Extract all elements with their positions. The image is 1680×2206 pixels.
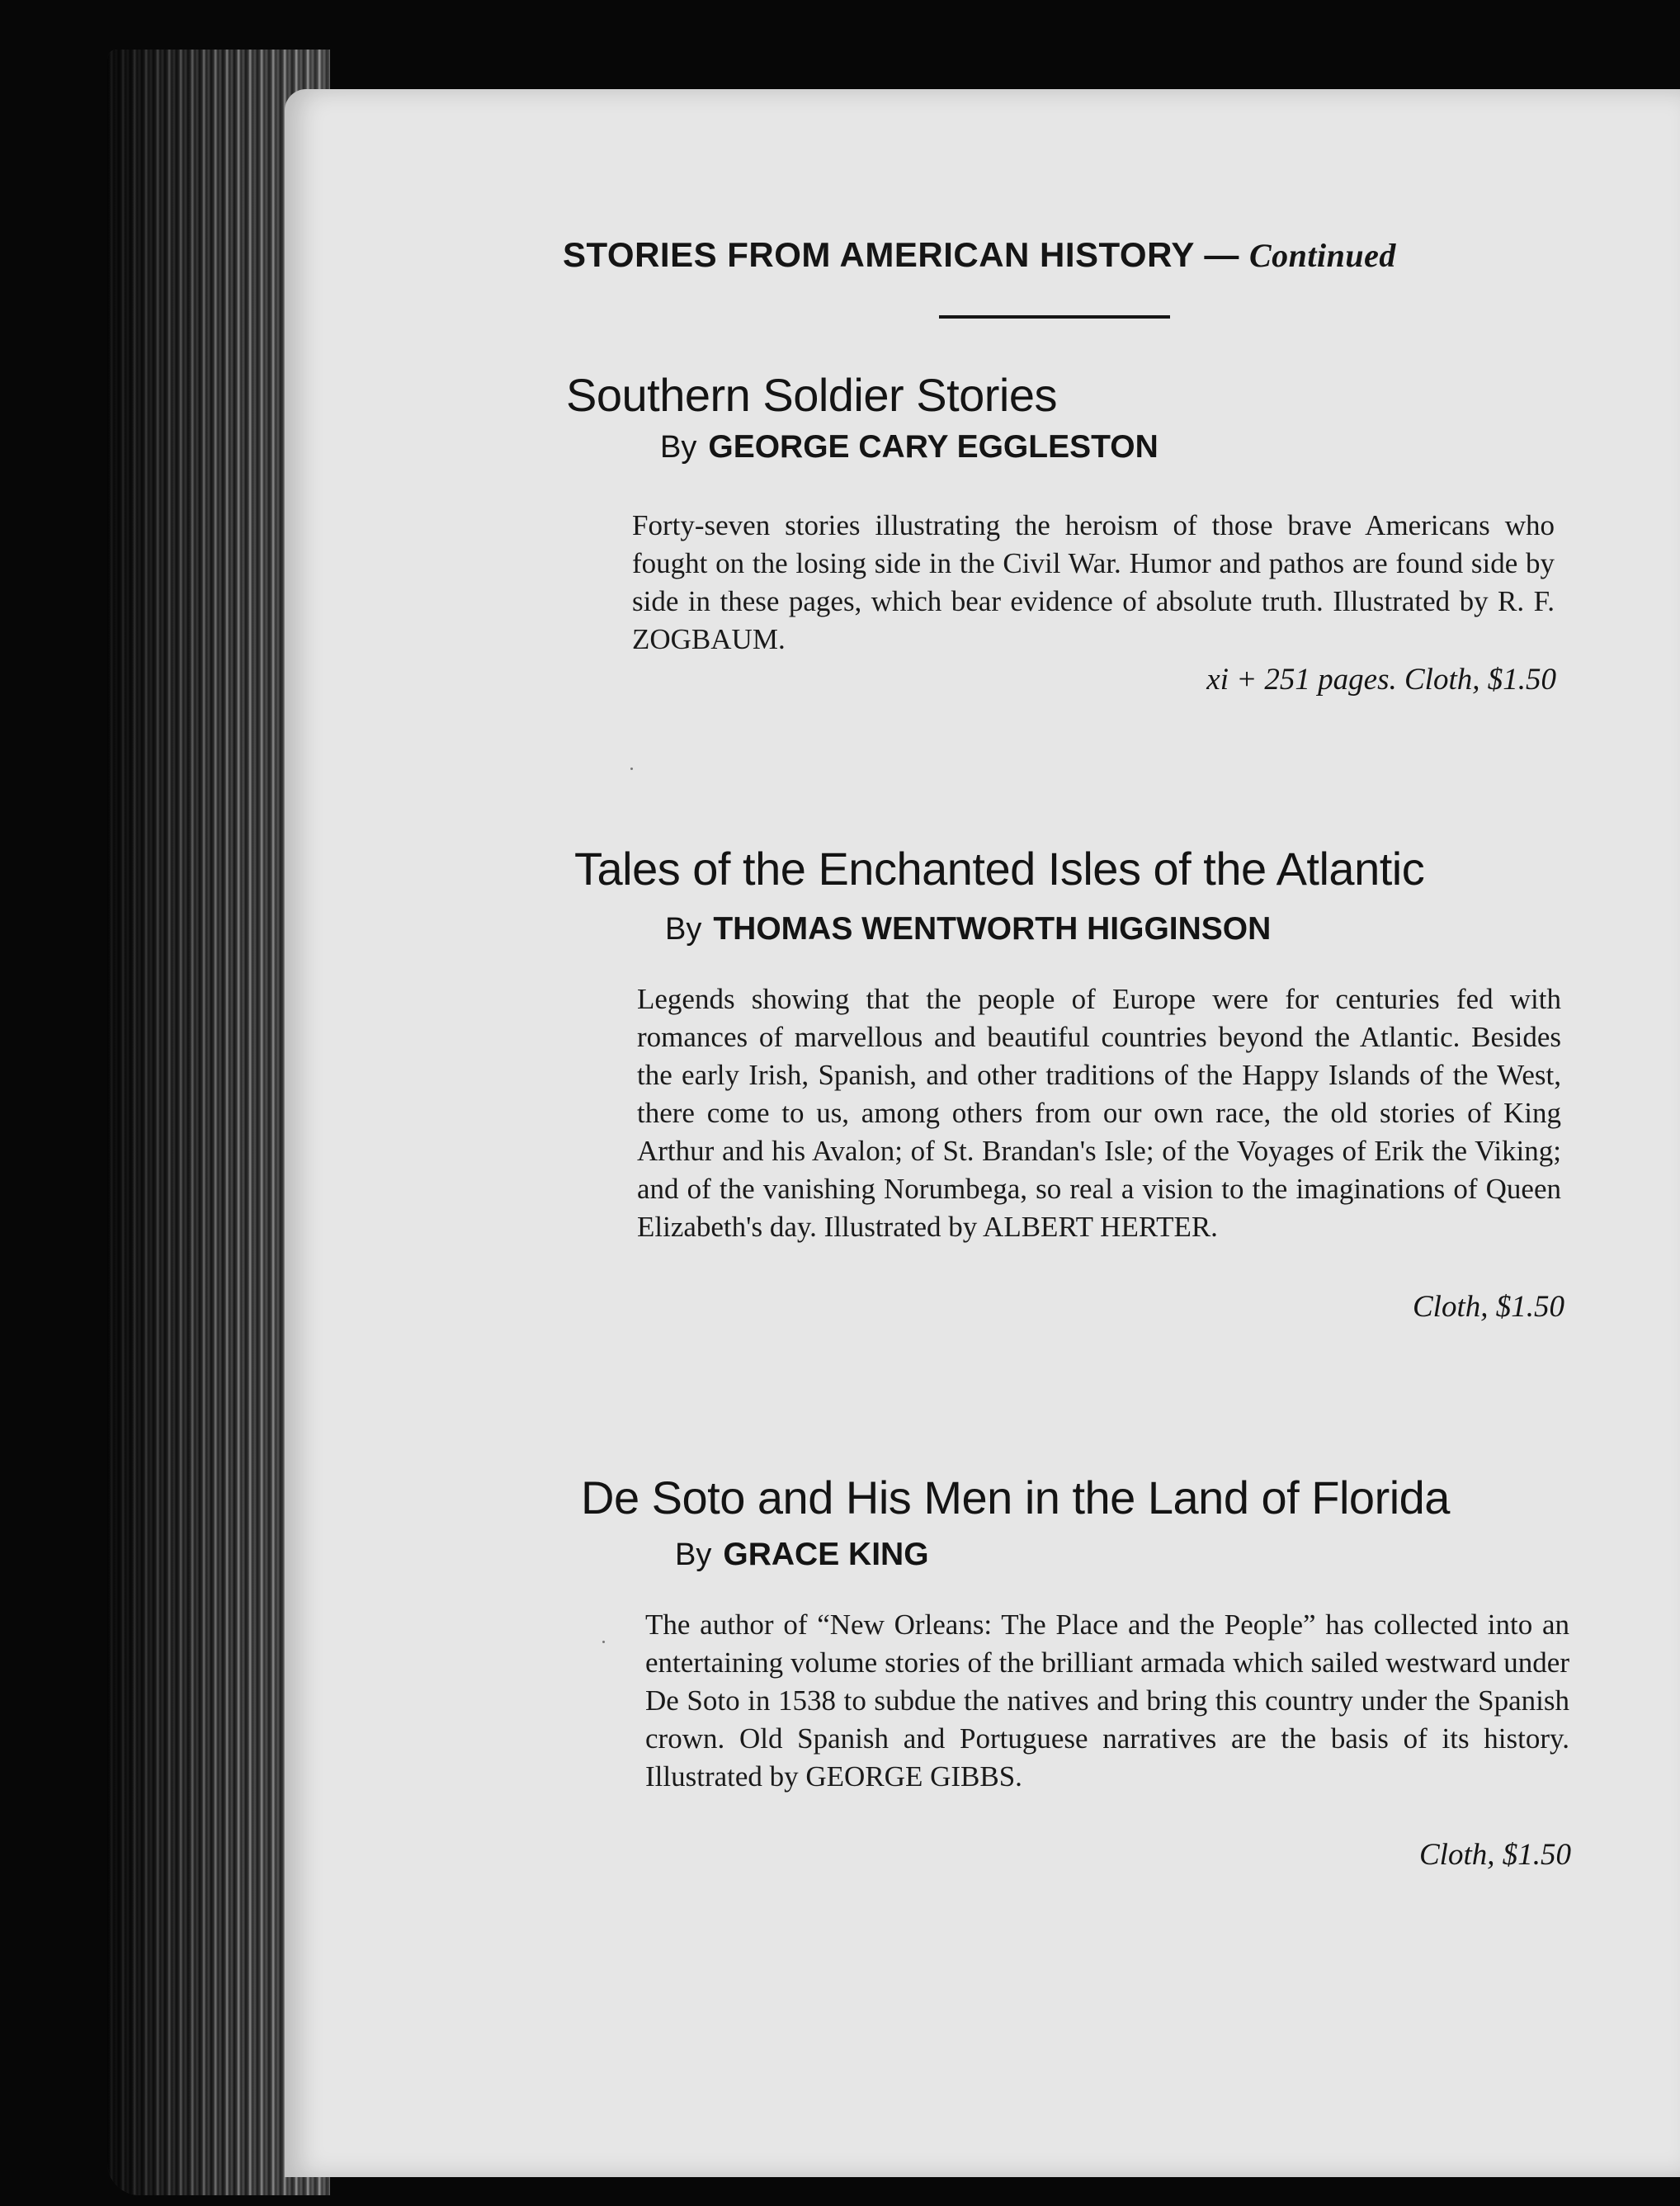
author-name: THOMAS WENTWORTH HIGGINSON — [713, 911, 1272, 947]
book-title: Southern Soldier Stories — [566, 369, 1058, 421]
speck — [602, 1641, 605, 1643]
section-rule — [939, 315, 1170, 319]
author-name: GEORGE CARY EGGLESTON — [708, 429, 1159, 465]
book-description: Forty-seven stories illustrating the heroism of those brave Americans who fought on the losing side in the Civil War. Humor and pathos are found side by side in these pages, which bear evidence of absolute truth. Illustrated by R. F. ZOGBAUM. — [632, 509, 1555, 655]
book-price: Cloth, $1.50 — [1413, 1290, 1564, 1324]
running-head — [563, 235, 1396, 275]
running-head-continued: Continued — [1248, 237, 1396, 274]
book-title: De Soto and His Men in the Land of Florida — [581, 1471, 1450, 1523]
running-head-title: STORIES FROM AMERICAN HISTORY — [563, 235, 1195, 274]
book-byline — [675, 1537, 929, 1573]
speck — [630, 768, 633, 770]
book-byline — [665, 911, 1271, 947]
book-description: Legends showing that the people of Europe were for centuries fed with romances of marvellous and beautiful countries beyond the Atlantic. Besides the early Irish, Spanish, and other traditions of the Happy Islands of the West, there come to us, among others from our own race, the old stories of King Arthur and his Avalon; of St. Brandan's Isle; of the Voyages of Erik the Viking; and of the vanishing Norumbega, so real a vision to the imaginations of Queen Elizabeth's day. Illustrated by ALBERT HERTER. — [637, 983, 1561, 1243]
book-price: xi + 251 pages. Cloth, $1.50 — [1206, 663, 1556, 697]
book-description: The author of “New Orleans: The Place and the People” has collected into an entertaining volume stories of the brilliant armada which sailed westward under De Soto in 1538 to subdue the natives and bring this country under the Spanish crown. Old Spanish and Portuguese narratives are the basis of its history. Illustrated by GEORGE GIBBS. — [645, 1608, 1569, 1793]
running-head-dash: — — [1204, 235, 1239, 274]
book-byline — [660, 429, 1159, 465]
by-label: By — [660, 430, 697, 465]
by-label: By — [665, 912, 702, 947]
by-label: By — [675, 1538, 712, 1572]
book-price: Cloth, $1.50 — [1419, 1838, 1571, 1872]
author-name: GRACE KING — [723, 1537, 929, 1572]
book-title: Tales of the Enchanted Isles of the Atlantic — [574, 843, 1425, 895]
